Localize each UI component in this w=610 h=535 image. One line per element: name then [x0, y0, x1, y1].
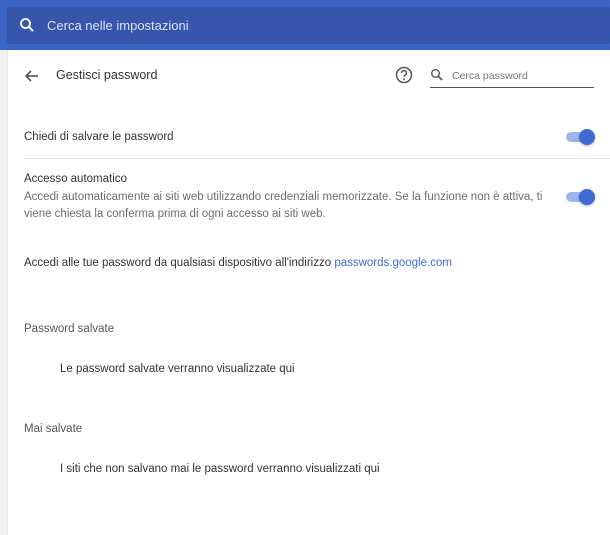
- saved-passwords-heading: Password salvate: [24, 323, 115, 335]
- settings-search-placeholder: Cerca nelle impostazioni: [47, 18, 189, 33]
- settings-search-bar[interactable]: [7, 7, 610, 44]
- top-toolbar: [0, 0, 610, 50]
- toggle-knob: [579, 129, 595, 145]
- saved-passwords-empty: Le password salvate verranno visualizzate qui: [60, 363, 295, 375]
- toggle-knob: [579, 189, 595, 205]
- passwords-card: [8, 50, 610, 535]
- page-title: Gestisci password: [56, 68, 158, 82]
- never-saved-empty: I siti che non salvano mai le password verranno visualizzati qui: [60, 463, 380, 475]
- passwords-google-link[interactable]: passwords.google.com: [334, 257, 452, 269]
- back-arrow-icon[interactable]: [22, 66, 42, 86]
- access-anywhere-text: [24, 257, 452, 269]
- page-header: [8, 50, 610, 100]
- search-icon: [19, 17, 35, 33]
- search-icon: [430, 68, 444, 82]
- offer-save-toggle[interactable]: [566, 128, 594, 146]
- auto-signin-toggle[interactable]: [566, 188, 594, 206]
- offer-save-label: Chiedi di salvare le password: [24, 131, 174, 143]
- help-icon[interactable]: [394, 65, 414, 85]
- divider: [24, 158, 610, 159]
- access-anywhere-prefix: Accedi alle tue password da qualsiasi dispositivo all'indirizzo: [24, 257, 335, 269]
- auto-signin-description: Accedi automaticamente ai siti web utilizzando credenziali memorizzate. Se la funzione non è attiva, ti viene chiesta la conferma prima di ogni accesso ai siti web.: [24, 191, 543, 220]
- password-search: [430, 66, 594, 88]
- auto-signin-label: Accesso automatico: [24, 173, 127, 185]
- password-search-input[interactable]: [452, 66, 592, 86]
- never-saved-heading: Mai salvate: [24, 423, 83, 435]
